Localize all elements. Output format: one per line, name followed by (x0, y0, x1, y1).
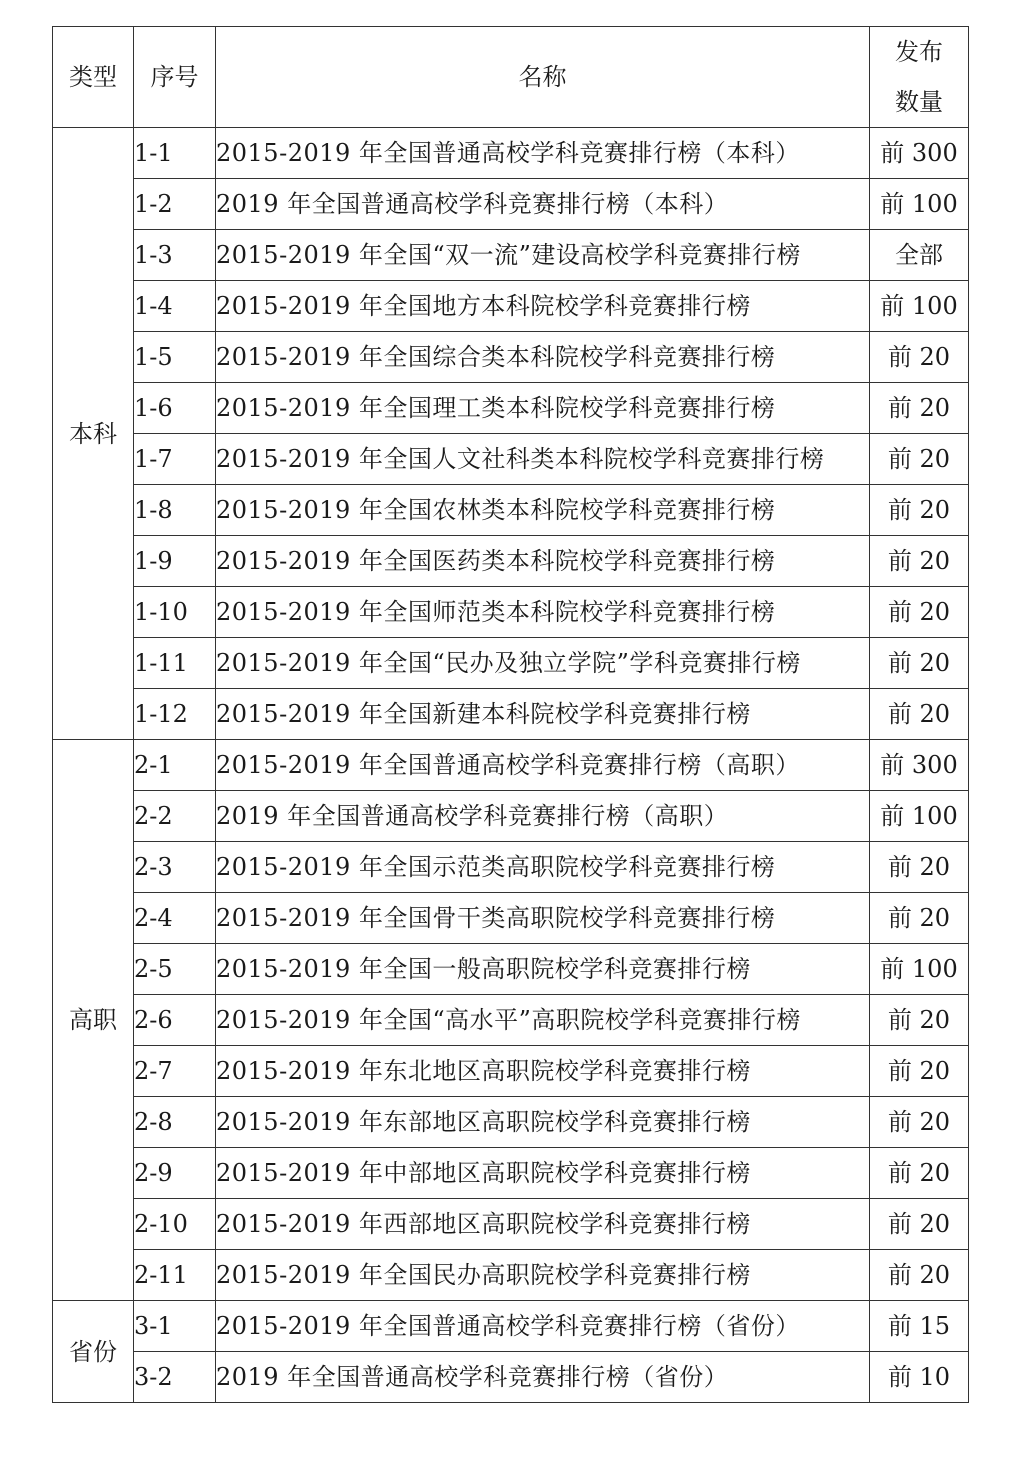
name-cell: 2015-2019 年全国示范类高职院校学科竞赛排行榜 (216, 842, 870, 893)
name-cell: 2015-2019 年全国新建本科院校学科竞赛排行榜 (216, 689, 870, 740)
count-cell: 前 20 (870, 485, 969, 536)
count-cell: 前 20 (870, 1250, 969, 1301)
table-row (53, 383, 969, 434)
name-cell: 2015-2019 年全国人文社科类本科院校学科竞赛排行榜 (216, 434, 870, 485)
count-cell: 前 20 (870, 995, 969, 1046)
table-row (53, 281, 969, 332)
count-cell: 前 15 (870, 1301, 969, 1352)
name-cell: 2015-2019 年东部地区高职院校学科竞赛排行榜 (216, 1097, 870, 1148)
count-cell: 前 300 (870, 740, 969, 791)
count-cell: 前 20 (870, 1199, 969, 1250)
table-row (53, 587, 969, 638)
name-cell: 2015-2019 年全国普通高校学科竞赛排行榜（本科） (216, 128, 870, 179)
count-cell: 前 20 (870, 1046, 969, 1097)
table-row (53, 689, 969, 740)
name-cell: 2015-2019 年全国综合类本科院校学科竞赛排行榜 (216, 332, 870, 383)
table-row (53, 1046, 969, 1097)
count-cell: 前 100 (870, 179, 969, 230)
name-cell: 2015-2019 年全国普通高校学科竞赛排行榜（高职） (216, 740, 870, 791)
seq-cell: 1-7 (134, 434, 216, 485)
seq-cell: 1-12 (134, 689, 216, 740)
seq-cell: 1-5 (134, 332, 216, 383)
count-cell: 前 100 (870, 944, 969, 995)
name-cell: 2015-2019 年全国师范类本科院校学科竞赛排行榜 (216, 587, 870, 638)
name-cell: 2019 年全国普通高校学科竞赛排行榜（省份） (216, 1352, 870, 1403)
competition-ranking-table (52, 26, 969, 1403)
seq-cell: 2-2 (134, 791, 216, 842)
count-cell: 前 20 (870, 434, 969, 485)
seq-cell: 1-4 (134, 281, 216, 332)
table-row (53, 485, 969, 536)
name-cell: 2019 年全国普通高校学科竞赛排行榜（本科） (216, 179, 870, 230)
name-cell: 2015-2019 年全国“高水平”高职院校学科竞赛排行榜 (216, 995, 870, 1046)
category-cell: 高职 (53, 740, 134, 1301)
seq-cell: 2-3 (134, 842, 216, 893)
table-row (53, 434, 969, 485)
seq-cell: 2-4 (134, 893, 216, 944)
seq-cell: 1-11 (134, 638, 216, 689)
seq-cell: 1-9 (134, 536, 216, 587)
table-row (53, 1352, 969, 1403)
seq-cell: 1-2 (134, 179, 216, 230)
header-row (53, 27, 969, 128)
table-row (53, 842, 969, 893)
name-cell: 2015-2019 年全国理工类本科院校学科竞赛排行榜 (216, 383, 870, 434)
table-body (53, 128, 969, 1403)
table-row (53, 179, 969, 230)
seq-cell: 1-1 (134, 128, 216, 179)
count-cell: 前 100 (870, 791, 969, 842)
table-header (53, 27, 969, 128)
count-cell: 前 20 (870, 536, 969, 587)
header-count-line2: 数量 (895, 88, 943, 116)
table-row (53, 536, 969, 587)
count-cell: 全部 (870, 230, 969, 281)
name-cell: 2015-2019 年全国“双一流”建设高校学科竞赛排行榜 (216, 230, 870, 281)
count-cell: 前 20 (870, 587, 969, 638)
name-cell: 2015-2019 年全国骨干类高职院校学科竞赛排行榜 (216, 893, 870, 944)
seq-cell: 2-8 (134, 1097, 216, 1148)
table-row (53, 740, 969, 791)
table-row (53, 1250, 969, 1301)
name-cell: 2015-2019 年全国民办高职院校学科竞赛排行榜 (216, 1250, 870, 1301)
name-cell: 2019 年全国普通高校学科竞赛排行榜（高职） (216, 791, 870, 842)
table-row (53, 128, 969, 179)
name-cell: 2015-2019 年全国一般高职院校学科竞赛排行榜 (216, 944, 870, 995)
count-cell: 前 100 (870, 281, 969, 332)
header-count (870, 27, 969, 128)
seq-cell: 1-3 (134, 230, 216, 281)
count-cell: 前 10 (870, 1352, 969, 1403)
count-cell: 前 20 (870, 1148, 969, 1199)
name-cell: 2015-2019 年全国“民办及独立学院”学科竞赛排行榜 (216, 638, 870, 689)
name-cell: 2015-2019 年全国地方本科院校学科竞赛排行榜 (216, 281, 870, 332)
seq-cell: 1-10 (134, 587, 216, 638)
table-row (53, 332, 969, 383)
table-row (53, 1097, 969, 1148)
table-row (53, 893, 969, 944)
count-cell: 前 300 (870, 128, 969, 179)
seq-cell: 3-2 (134, 1352, 216, 1403)
seq-cell: 2-7 (134, 1046, 216, 1097)
name-cell: 2015-2019 年中部地区高职院校学科竞赛排行榜 (216, 1148, 870, 1199)
name-cell: 2015-2019 年东北地区高职院校学科竞赛排行榜 (216, 1046, 870, 1097)
table-row (53, 791, 969, 842)
seq-cell: 1-8 (134, 485, 216, 536)
table-row (53, 944, 969, 995)
table-row (53, 995, 969, 1046)
seq-cell: 2-10 (134, 1199, 216, 1250)
count-cell: 前 20 (870, 842, 969, 893)
count-cell: 前 20 (870, 383, 969, 434)
seq-cell: 2-1 (134, 740, 216, 791)
seq-cell: 2-9 (134, 1148, 216, 1199)
seq-cell: 3-1 (134, 1301, 216, 1352)
table-row (53, 638, 969, 689)
table-row (53, 230, 969, 281)
name-cell: 2015-2019 年全国农林类本科院校学科竞赛排行榜 (216, 485, 870, 536)
seq-cell: 2-11 (134, 1250, 216, 1301)
count-cell: 前 20 (870, 1097, 969, 1148)
count-cell: 前 20 (870, 893, 969, 944)
seq-cell: 1-6 (134, 383, 216, 434)
name-cell: 2015-2019 年西部地区高职院校学科竞赛排行榜 (216, 1199, 870, 1250)
category-cell: 省份 (53, 1301, 134, 1403)
count-cell: 前 20 (870, 332, 969, 383)
table-row (53, 1301, 969, 1352)
table-row (53, 1199, 969, 1250)
category-cell: 本科 (53, 128, 134, 740)
header-count-line1: 发布 (895, 38, 943, 66)
header-type: 类型 (53, 27, 134, 128)
header-name: 名称 (216, 27, 870, 128)
count-cell: 前 20 (870, 689, 969, 740)
name-cell: 2015-2019 年全国普通高校学科竞赛排行榜（省份） (216, 1301, 870, 1352)
count-cell: 前 20 (870, 638, 969, 689)
table-row (53, 1148, 969, 1199)
header-seq: 序号 (134, 27, 216, 128)
seq-cell: 2-5 (134, 944, 216, 995)
seq-cell: 2-6 (134, 995, 216, 1046)
name-cell: 2015-2019 年全国医药类本科院校学科竞赛排行榜 (216, 536, 870, 587)
